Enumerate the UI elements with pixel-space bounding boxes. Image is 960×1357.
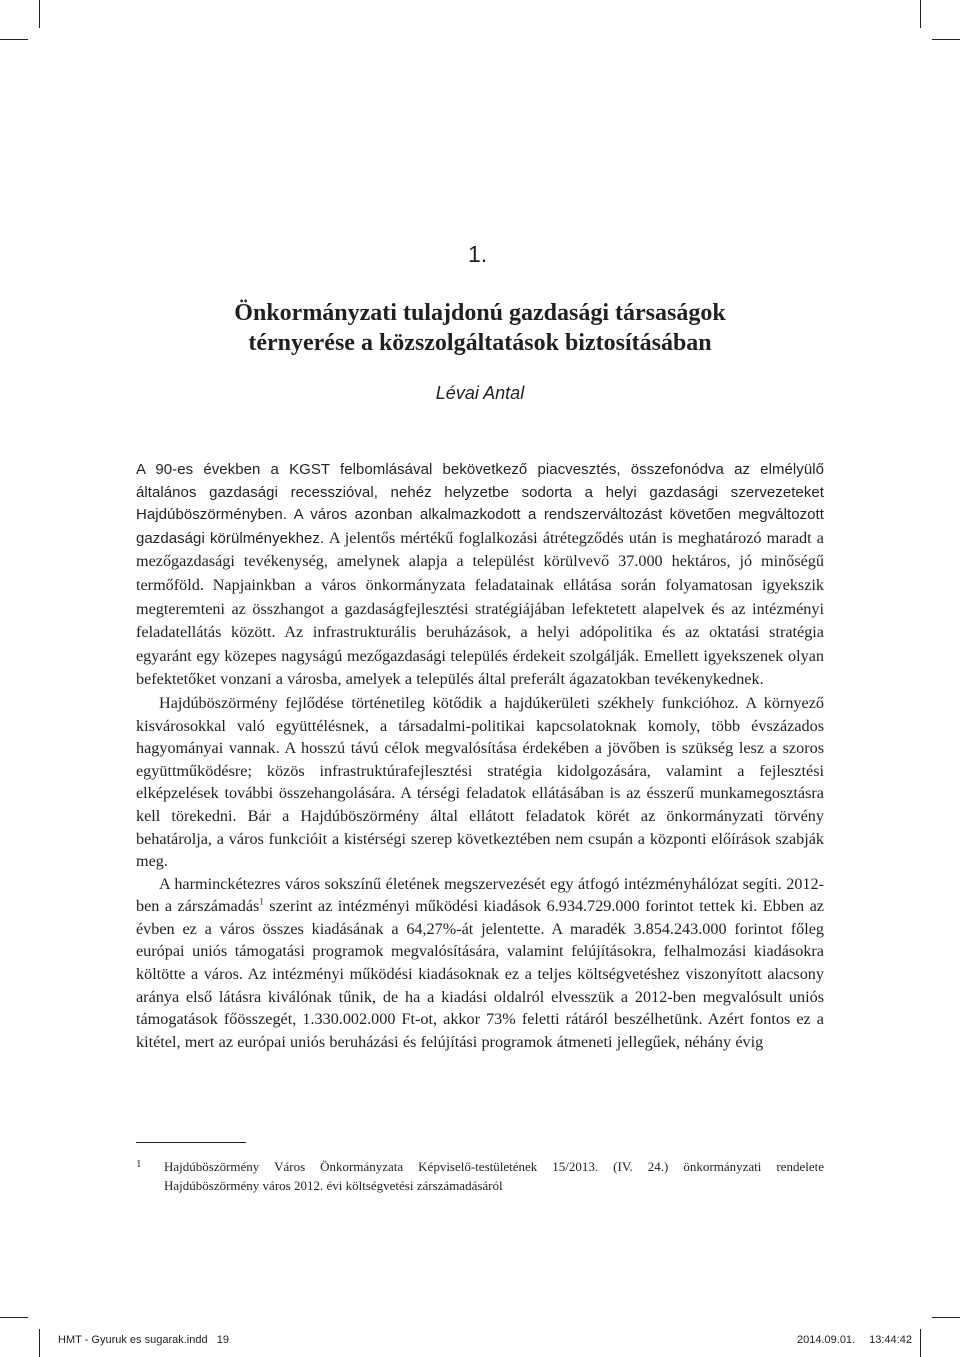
crop-mark-bottom-right-v [920, 1329, 921, 1357]
chapter-title-line-1: Önkormányzati tulajdonú gazdasági társaságok [234, 300, 726, 326]
crop-mark-bottom-right-h [932, 1317, 960, 1318]
chapter-title-line-2: térnyerése a közszolgáltatások biztosításában [248, 330, 712, 356]
footnote-text: Hajdúböszörmény Város Önkormányzata Képviselő-testületének 15/2013. (IV. 24.) önkormányzati rendelete Hajdúböszörmény város 2012. évi költségvetési zárszámadásáról [164, 1159, 824, 1193]
paragraph-1-middle: A jelentős mértékű foglalkozási átrétegződés után is meghatározó maradt a mezőgazdasági tevékenység, amelynek alapja a települést körülvevő 37.000 hektáros, jó minőségű termőföld. [136, 528, 824, 594]
slug-time: 13:44:42 [869, 1334, 912, 1346]
paragraph-3-rest: szerint az intézményi működési kiadások 6.934.729.000 forintot tettek ki. Ebben az évben ez a város összes kiadásának a 64,27%-át jelentette. A maradék 3.854.243.000 forintot főleg európai uniós támogatási programok megvalósítására, valamint felújításokra, felhalmozási kiadásokra költötte a város. Az intézményi működési kiadásoknak ez a teljes költségvetéshez viszonyított alacsony aránya első látásra kiválónak tűnik, de ha a kiadási oldalról elvesszük a 2012-ben megvalósult uniós támogatások főösszegét, 1.330.002.000 Ft-ot, akkor 73% feletti rátáról beszélhetünk. Azért fontos ez a kitétel, mert az európai uniós beruházási és felújítási programok átmeneti jellegűek, néhány évig [136, 897, 824, 1051]
crop-mark-bottom-left-h [0, 1317, 28, 1318]
crop-mark-top-right-h [932, 39, 960, 40]
crop-mark-bottom-left-v [39, 1329, 40, 1357]
paragraph-3 [136, 873, 824, 1054]
author-name: Lévai Antal [435, 383, 525, 403]
crop-mark-top-right-v [920, 0, 921, 28]
slug-timestamp [797, 1333, 912, 1347]
footnote [136, 1157, 824, 1195]
footnote-number: 1 [136, 1158, 142, 1170]
body-text [136, 459, 824, 1053]
slug-filename: HMT - Gyuruk es sugarak.indd 19 [58, 1334, 229, 1346]
crop-mark-top-left-v [39, 0, 40, 28]
footnote-rule [136, 1142, 246, 1143]
paragraph-3-start: A harminckétezres város sokszínű életének megszervezését egy átfogó intézményhálózat segíti. 2012-ben a zárszámadás [136, 874, 824, 916]
paragraph-2: Hajdúböszörmény fejlődése történetileg kötődik a hajdúkerületi székhely funkcióhoz. A környező kisvárosokkal való együttélésnek, a társadalmi-politikai kapcsolatoknak komoly, több évszázados hagyományai vannak. A hosszú távú célok megvalósítása érdekében a jövőben is szükség lesz a szoros együttműködésre; közös infrastruktúrafejlesztési stratégia kidolgozására, valamint a fejlesztési elképzelések további összehangolására. A térségi feladatok ellátásában is az ésszerű munkamegosztásra kell törekedni. Bár a Hajdúböszörmény által ellátott feladatok körét az önkormányzati törvény behatárolja, a város funkcióit a kistérségi szerep következtében nem csupán a központi előírások szabják meg. [136, 693, 824, 871]
footnote-reference[interactable]: 1 [259, 896, 264, 907]
paragraph-1 [136, 459, 824, 692]
slug-date: 2014.09.01. [797, 1334, 856, 1346]
paragraph-1-end: Napjainkban a város önkormányzata feladatainak ellátása során folyamatosan igyekszik megteremteni az összhangot a gazdaságfejlesztési stratégiájában lefektetett alapelvek és az intézményi feladatellátás között. Az infrastrukturális beruházások, a helyi adópolitika és az oktatási stratégia egyaránt egy közepes nagyságú mezőgazdasági település érdekeit szolgálják. Emellett igyekszenek olyan befektetőket vonzani a városba, amelyek a település által preferált ágazatokban tevékenykednek. [136, 575, 825, 689]
chapter-title [136, 298, 824, 358]
crop-mark-top-left-h [0, 39, 28, 40]
chapter-number-text: 1. [468, 241, 488, 267]
paragraph-1-intro: A 90-es években a KGST felbomlásával bekövetkező piacvesztés, összefonódva az elmélyülő általános gazdasági recesszióval, nehéz helyzetbe sodorta a helyi gazdasági szervezeteket Hajdúböszörményben. A város azonban alkalmazkodott a rendszerváltozást követően megváltozott gazdasági körülményekhez. [136, 461, 824, 547]
